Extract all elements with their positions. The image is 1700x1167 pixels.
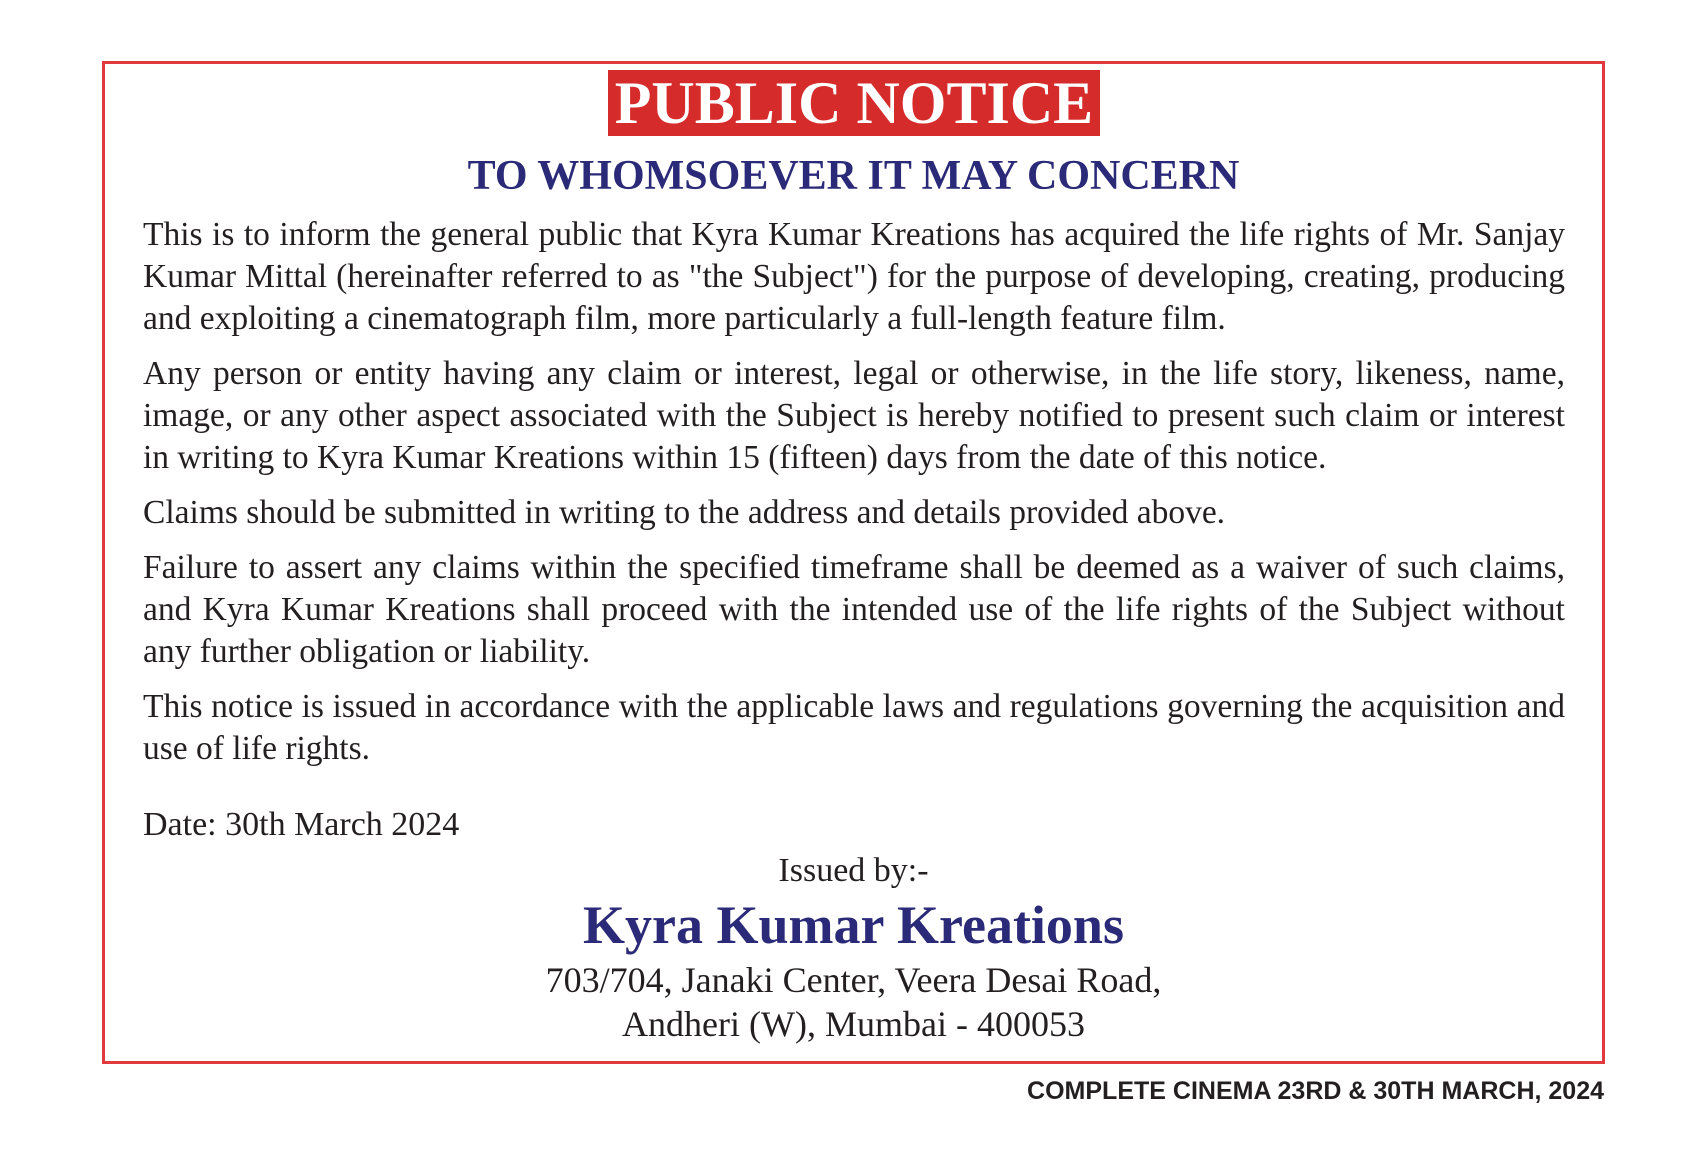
issuer-address-line-2: Andheri (W), Mumbai - 400053 [622,1004,1085,1044]
issuer-company-name: Kyra Kumar Kreations [583,895,1124,955]
notice-paragraph-waiver: Failure to assert any claims within the specified timeframe shall be deemed as a waiver of such claims, and Kyra Kumar Kreations shall proceed with the intended use of the life rights of the Subject without any further obligation or liability. [143,549,1565,670]
notice-paragraph-legal-basis: This notice is issued in accordance with the applicable laws and regulations governing the acquisition and use of life rights. [143,688,1565,767]
notice-subtitle: TO WHOMSOEVER IT MAY CONCERN [467,153,1240,199]
notice-paragraph-acquisition: This is to inform the general public that Kyra Kumar Kreations has acquired the life rights of Mr. Sanjay Kumar Mittal (hereinafter referred to as "the Subject") for the purpose of developing, creating, producing and exploiting a cinematograph film, more particularly a full-length feature film. [143,216,1565,337]
publication-credit: COMPLETE CINEMA 23RD & 30TH MARCH, 2024 [1027,1077,1604,1105]
notice-paragraph-claims-invitation: Any person or entity having any claim or interest, legal or otherwise, in the life story, likeness, name, image, or any other aspect associated with the Subject is hereby notified to present such claim or interest in writing to Kyra Kumar Kreations within 15 (fifteen) days from the date of this notice. [143,355,1565,476]
notice-date: Date: 30th March 2024 [143,806,460,843]
issuer-address-line-1: 703/704, Janaki Center, Veera Desai Road, [545,960,1162,1000]
notice-body [143,214,1565,783]
public-notice-banner: PUBLIC NOTICE [608,70,1100,136]
notice-paragraph-submission: Claims should be submitted in writing to the address and details provided above. [143,494,1226,531]
issued-by-label: Issued by:- [778,852,929,889]
